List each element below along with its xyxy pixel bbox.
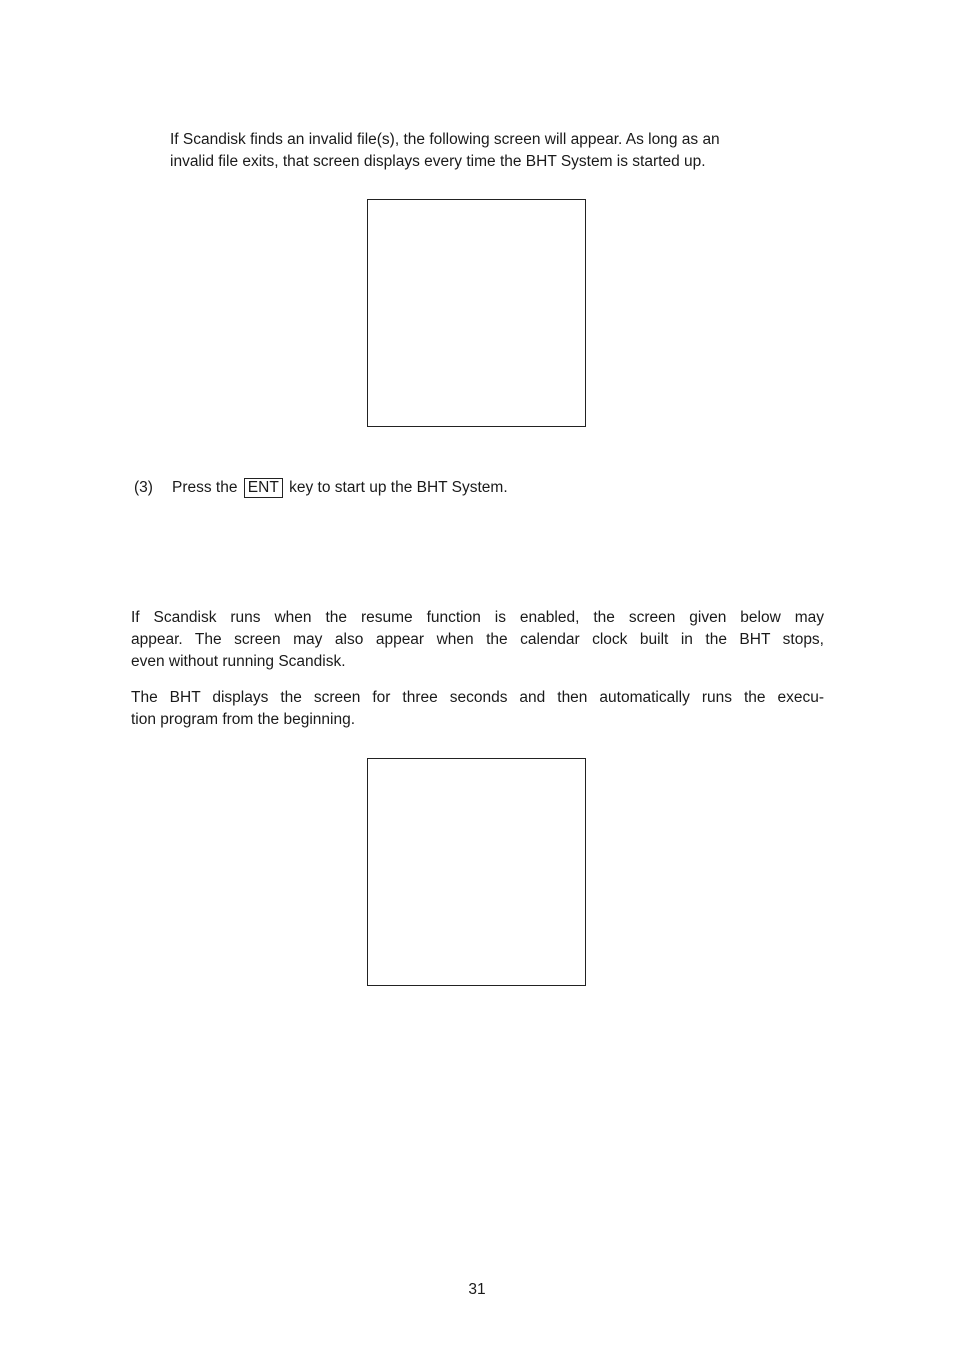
display-line-1: The BHT displays the screen for three seconds and then automatically runs the execu-	[131, 689, 824, 706]
resume-screen-illustration	[367, 758, 586, 986]
step-number: (3)	[134, 479, 153, 496]
invalid-file-screen-illustration	[367, 199, 586, 427]
intro-line-2: invalid file exits, that screen displays every time the BHT System is started up.	[170, 153, 706, 170]
page-number: 31	[468, 1281, 486, 1298]
resume-line-2: appear. The screen may also appear when the calendar clock built in the BHT stops,	[131, 631, 824, 648]
intro-paragraph	[170, 129, 825, 173]
ent-key-label: ENT	[244, 478, 283, 498]
step-3	[134, 477, 508, 499]
resume-paragraph	[131, 607, 824, 673]
step-text-before-key: Press the	[172, 479, 238, 496]
intro-line-1: If Scandisk finds an invalid file(s), the following screen will appear. As long as an	[170, 131, 720, 148]
display-paragraph	[131, 687, 824, 731]
display-line-2: tion program from the beginning.	[131, 711, 356, 728]
resume-line-3: even without running Scandisk.	[131, 653, 346, 670]
resume-line-1: If Scandisk runs when the resume function is enabled, the screen given below may	[131, 609, 824, 626]
step-text-after-key: key to start up the BHT System.	[289, 479, 508, 496]
